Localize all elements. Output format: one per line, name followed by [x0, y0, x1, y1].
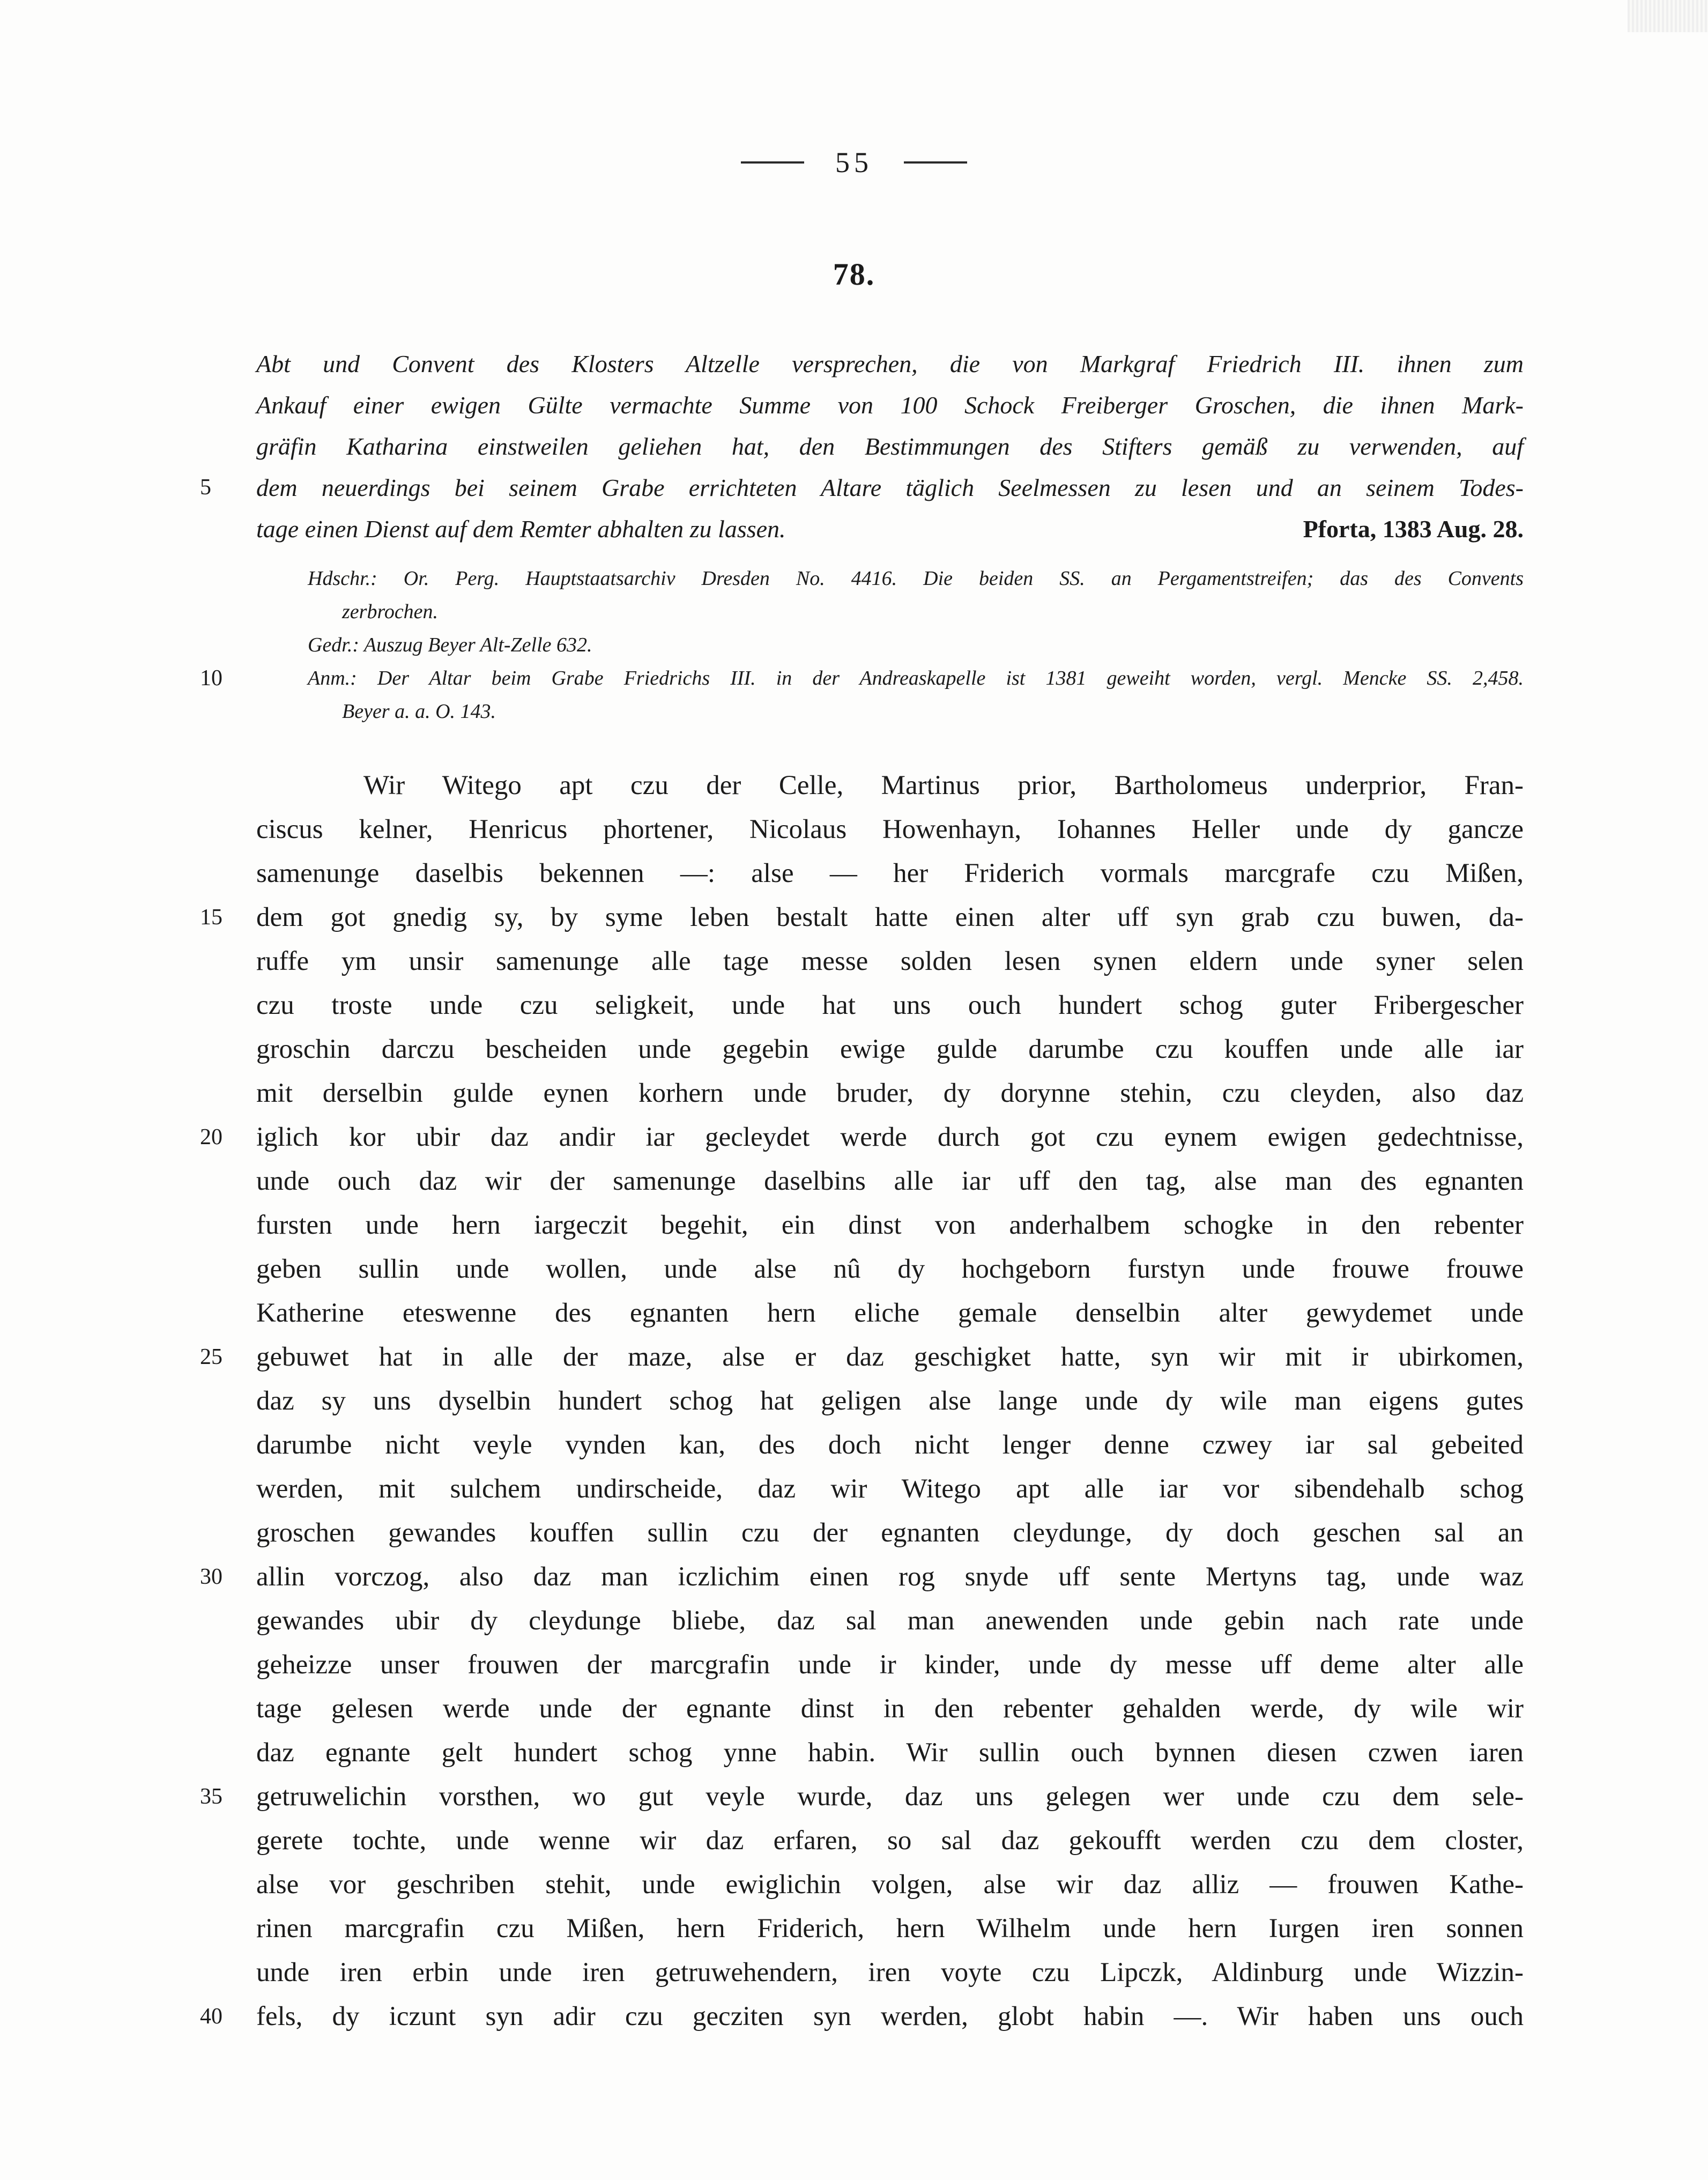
body-line [256, 1907, 1524, 1951]
document-number: 78. [833, 257, 875, 292]
body-line [256, 1027, 1524, 1071]
body-line-text: allin vorczog, also daz man iczlichim einen rog snyde uff sente Mertyns tag, unde waz [256, 1562, 1524, 1592]
note-line [308, 695, 1524, 728]
header-rule-left [741, 161, 804, 164]
body-line [256, 1819, 1524, 1863]
body-line-text: fels, dy iczunt syn adir czu gecziten syn werden, globt habin —. Wir haben uns ouch [256, 2001, 1524, 2031]
summary-line-text: Abt und Convent des Klosters Altzelle versprechen, die von Markgraf Friedrich III. ihnen zum [256, 350, 1524, 377]
summary-block [200, 343, 1524, 508]
note-line [308, 595, 1524, 628]
body-line-text: geben sullin unde wollen, unde alse nû dy hochgeborn furstyn unde frouwe frouwe [256, 1254, 1524, 1284]
body-line [256, 1511, 1524, 1555]
summary-closing-text: tage einen Dienst auf dem Remter abhalten zu lassen. [256, 515, 786, 543]
body-line-text: unde iren erbin unde iren getruwehendern, iren voyte czu Lipczk, Aldinburg unde Wizzin- [256, 1957, 1524, 1988]
body-line-text: unde ouch daz wir der samenunge daselbins alle iar uff den tag, alse man des egnanten [256, 1166, 1524, 1196]
summary-line [200, 467, 1524, 508]
body-line-text: groschin darczu bescheiden unde gegebin ewige gulde darumbe czu kouffen unde alle iar [256, 1034, 1524, 1064]
page-number: 55 [835, 146, 873, 179]
body-line [256, 1467, 1524, 1511]
body-line [256, 939, 1524, 983]
body-line [200, 1335, 1524, 1379]
body-line [256, 1423, 1524, 1467]
body-line [256, 1203, 1524, 1247]
body-line-text: ciscus kelner, Henricus phortener, Nicolaus Howenhayn, Iohannes Heller unde dy gancze [256, 814, 1524, 844]
body-line [200, 1775, 1524, 1819]
note-line [308, 562, 1524, 595]
margin-line-number: 15 [200, 905, 222, 930]
body-line [256, 1731, 1524, 1775]
note-line-text: zerbrochen. [342, 600, 439, 623]
body-line-text: gebuwet hat in alle der maze, alse er daz geschigket hatte, syn wir mit ir ubirkomen, [256, 1342, 1524, 1372]
summary-line-text: Ankauf einer ewigen Gülte vermachte Summe von 100 Schock Freiberger Groschen, die ihnen Mark- [256, 391, 1524, 419]
body-line-text: Katherine eteswenne des egnanten hern eliche gemale denselbin alter gewydemet unde [256, 1298, 1524, 1328]
body-line [200, 895, 1524, 939]
body-line-text: getruwelichin vorsthen, wo gut veyle wurde, daz uns gelegen wer unde czu dem sele- [256, 1782, 1524, 1812]
body-line-text: darumbe nicht veyle vynden kan, des doch nicht lenger denne czwey iar sal gebeited [256, 1430, 1524, 1460]
body-line [200, 1994, 1524, 2038]
summary-last-line [256, 508, 1524, 550]
source-notes [200, 562, 1524, 728]
body-line [256, 1951, 1524, 1994]
body-line [256, 983, 1524, 1027]
margin-line-number: 40 [200, 2004, 222, 2029]
body-line-text: werden, mit sulchem undirscheide, daz wir Witego apt alle iar vor sibendehalb schog [256, 1474, 1524, 1504]
body-line-text: czu troste unde czu seligkeit, unde hat uns ouch hundert schog guter Fribergescher [256, 990, 1524, 1020]
body-line [256, 763, 1524, 807]
body-line [256, 1687, 1524, 1731]
body-line-text: dem got gnedig sy, by syme leben bestalt hatte einen alter uff syn grab czu buwen, da- [256, 902, 1524, 932]
body-line [256, 1247, 1524, 1291]
body-line-text: tage gelesen werde unde der egnante dinst in den rebenter gehalden werde, dy wile wir [256, 1694, 1524, 1724]
note-line-text: Anm.: Der Altar beim Grabe Friedrichs III. in der Andreaskapelle ist 1381 geweiht worden, vergl. Mencke SS. 2,458. [308, 667, 1524, 689]
body-line [256, 851, 1524, 895]
note-line-text: Hdschr.: Or. Perg. Hauptstaatsarchiv Dresden No. 4416. Die beiden SS. an Pergamentstreifen; das des Convents [308, 567, 1524, 590]
date-place: Pforta, 1383 Aug. 28. [1303, 515, 1524, 543]
body-line-text: iglich kor ubir daz andir iar gecleydet werde durch got czu eynem ewigen gedechtnisse, [256, 1122, 1524, 1152]
margin-line-number: 20 [200, 1125, 222, 1150]
body-line-text: fursten unde hern iargeczit begehit, ein dinst von anderhalbem schogke in den rebenter [256, 1210, 1524, 1240]
body-line [256, 1291, 1524, 1335]
body-line-text: gewandes ubir dy cleydunge bliebe, daz sal man anewenden unde gebin nach rate unde [256, 1606, 1524, 1636]
body-line-text: samenunge daselbis bekennen —: alse — her Friderich vormals marcgrafe czu Mißen, [256, 858, 1524, 888]
note-line [200, 662, 1524, 695]
scan-artifact [1628, 0, 1708, 32]
margin-line-number: 30 [200, 1564, 222, 1589]
margin-line-number: 25 [200, 1345, 222, 1369]
body-line-text: daz egnante gelt hundert schog ynne habin. Wir sullin ouch bynnen diesen czwen iaren [256, 1738, 1524, 1768]
body-line [256, 1863, 1524, 1907]
summary-line-text: dem neuerdings bei seinem Grabe errichteten Altare täglich Seelmessen zu lesen und an seinem Todes- [256, 474, 1524, 501]
page-header [0, 146, 1708, 179]
summary-line [256, 343, 1524, 384]
header-rule-right [904, 161, 967, 164]
body-line [256, 1643, 1524, 1687]
note-line-text: Beyer a. a. O. 143. [342, 700, 496, 723]
body-line-text: Wir Witego apt czu der Celle, Martinus prior, Bartholomeus underprior, Fran- [363, 770, 1524, 800]
body-line [256, 1379, 1524, 1423]
summary-line [256, 426, 1524, 467]
note-line-text: Gedr.: Auszug Beyer Alt-Zelle 632. [308, 634, 592, 656]
body-line [256, 807, 1524, 851]
body-line [256, 1599, 1524, 1643]
body-line [256, 1159, 1524, 1203]
body-line-text: geheizze unser frouwen der marcgrafin unde ir kinder, unde dy messe uff deme alter alle [256, 1650, 1524, 1680]
summary-line-text: gräfin Katharina einstweilen geliehen hat, den Bestimmungen des Stifters gemäß zu verwenden, auf [256, 433, 1524, 460]
body-line [200, 1555, 1524, 1599]
body-line-text: rinen marcgrafin czu Mißen, hern Friderich, hern Wilhelm unde hern Iurgen iren sonnen [256, 1914, 1524, 1944]
body-line-text: groschen gewandes kouffen sullin czu der egnanten cleydunge, dy doch geschen sal an [256, 1518, 1524, 1548]
body-line [200, 1115, 1524, 1159]
body-line-text: ruffe ym unsir samenunge alle tage messe solden lesen synen eldern unde syner selen [256, 946, 1524, 976]
margin-line-number: 10 [200, 666, 222, 691]
charter-text [200, 763, 1524, 2038]
body-line-text: gerete tochte, unde wenne wir daz erfaren, so sal daz gekoufft werden czu dem closter, [256, 1826, 1524, 1856]
body-line-text: alse vor geschriben stehit, unde ewiglichin volgen, alse wir daz alliz — frouwen Kathe- [256, 1870, 1524, 1900]
body-line-text: mit derselbin gulde eynen korhern unde bruder, dy dorynne stehin, czu cleyden, also daz [256, 1078, 1524, 1108]
summary-line [256, 384, 1524, 426]
margin-line-number: 35 [200, 1784, 222, 1809]
margin-line-number: 5 [200, 475, 211, 500]
body-line [256, 1071, 1524, 1115]
body-line-text: daz sy uns dyselbin hundert schog hat geligen alse lange unde dy wile man eigens gutes [256, 1386, 1524, 1416]
note-line [308, 628, 1524, 662]
